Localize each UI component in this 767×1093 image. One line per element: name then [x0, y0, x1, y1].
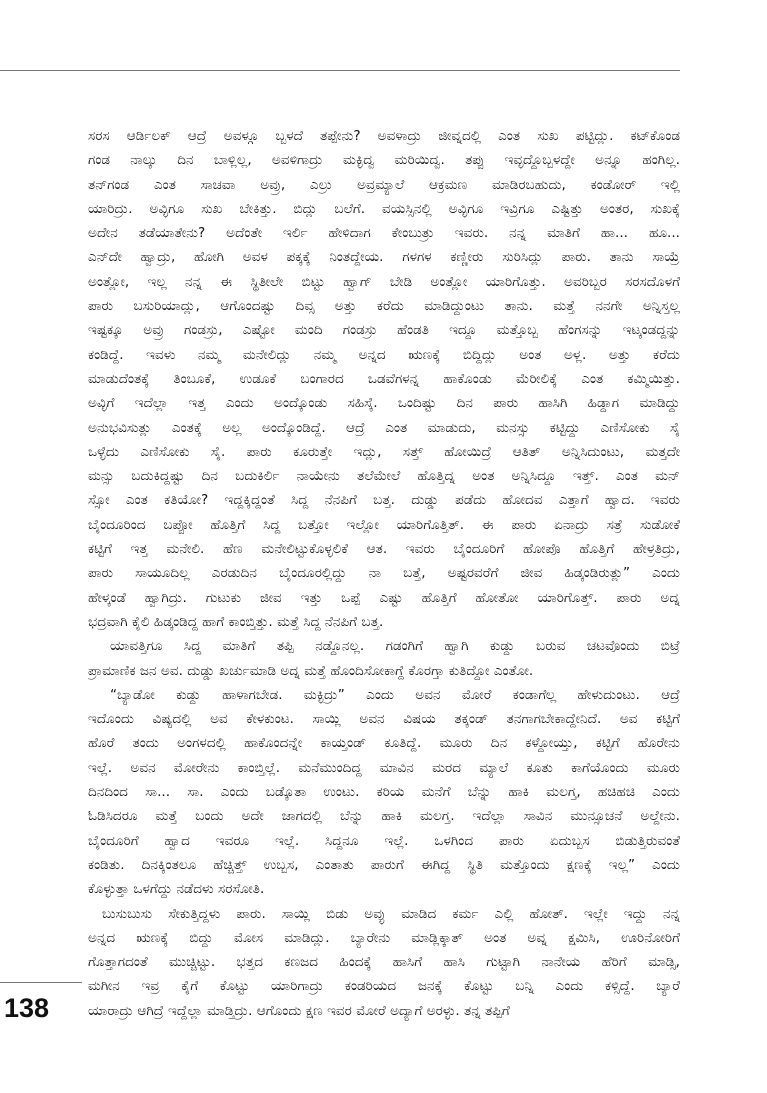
text-line: ತನ್‌ಗಂಡ ಎಂತ ಸಾಚವಾ ಅವ್ರು, ಎಲ್ರು ಅವ್ರಮ್ಯಾಲೆ ಆಕ್ರಮಣ ಮಾಡಿರಬಹುದು, ಕಂಡೋರ್ ಇಲ್ಲಿ	[88, 176, 680, 193]
text-line: ಇಲ್ಲೆ. ಅವನ ಮೋರೇನು ಕಾಂಬ್ತಿಲ್ಲೆ. ಮನೆಮುಂದಿದ್ದ ಮಾವಿನ ಮರದ ಮ್ಯಾಲೆ ಕೂತು ಕಾಗೆಯೊಂದು ಮೂರು	[88, 759, 680, 776]
text-line: ಅಂತ್ಲೋ, ಇಲ್ಲ ನನ್ನ ಈ ಸ್ಥಿತೀಲೇ ಬಿಟ್ಟು ಹ್ವಾಗ್ ಬೇಡಿ ಅಂತ್ಲೋ ಯಾರಿಗೊತ್ತು. ಅವರಿಬ್ಬರ ಸರಸದೊಳಗೆ	[88, 273, 680, 290]
text-line: ಬೈಂದೂರಿಗೆ ಹ್ವಾದ ಇವರೂ ಇಲ್ಲೆ. ಸಿದ್ದನೂ ಇಲ್ಲೆ. ಒಳಗಿಂದ ಪಾರು ಏದುಬ್ಬಸ ಬಿಡುತ್ತಿರುವಂತೆ	[88, 832, 680, 849]
text-line: ಕೊಳ್ಳುತ್ತಾ ಒಳಗೆದ್ದು ನಡೆದಳು ಸರಸೋತಿ.	[88, 881, 265, 898]
text-line: ಯಾರಿದ್ರು. ಅವ್ಳಿಗೂ ಸುಖ ಬೇಕಿತ್ತು. ಬಿದ್ಲು ಬಲೆಗೆ. ವಯಸ್ಸಿನಲ್ಲಿ ಅವ್ಳಿಗೂ ಇವ್ರಿಗೂ ಎಷ್ಟಿತ್ತು ಅಂತರ, ಸುಖಕ್ಕೆ	[88, 200, 680, 217]
text-line: “ಬ್ಯಾಡೋ ಕುಡ್ದು ಹಾಳಾಗಬೇಡ. ಮಕ್ಳಿದ್ರು” ಎಂದು ಅವನ ಮೋರೆ ಕಂಡಾಗೆಲ್ಲ ಹೇಳುದುಂಟು. ಆದ್ರೆ	[110, 686, 680, 703]
page-text	[88, 124, 680, 1023]
paragraph	[88, 124, 680, 634]
text-line: ಮಗೀನ ಇವ್ರ ಕೈಗೆ ಕೊಟ್ಟು ಯಾರಿಗಾದ್ರು ಕಂಡರಿಯದ ಜನಕ್ಕೆ ಕೊಟ್ಟು ಬನ್ನಿ ಎಂದು ಕಳ್ಸಿದ್ದೆ. ಬ್ಯಾರೆ	[88, 978, 680, 995]
text-line: ಹೇಳ್ಕಂಡೆ ಹ್ವಾಗಿದ್ರು. ಗುಟುಕು ಜೀವ ಇತ್ತು ಒಪ್ಪೆ ಎಷ್ಟು ಹೊತ್ತಿಗೆ ಹೋತೋ ಯಾರಿಗೊತ್ತ್. ಪಾರು ಅದ್ನ	[88, 589, 680, 606]
text-line: ಭದ್ರವಾಗಿ ಕೈಲಿ ಹಿಡ್ಕಂಡಿದ್ದ ಹಾಗೆ ಕಾಂಬ್ತಿತ್ತು. ಮತ್ತೆ ಸಿದ್ದ ನೆನಪಿಗೆ ಬತ್ತ.	[88, 613, 384, 630]
text-line: ಗೊತ್ತಾಗದಂತೆ ಮುಚ್ಚಿಟ್ಟು. ಭತ್ತದ ಕಣಜದ ಹಿಂದಕ್ಕೆ ಹಾಸಿಗೆ ಹಾಸಿ ಗುಟ್ಟಾಗಿ ನಾನೇಯ ಹೆರಿಗೆ ಮಾಡ್ಸಿ,	[88, 954, 680, 971]
paragraph	[88, 902, 680, 1023]
text-line: ಸರಸ ಆರ್ಡಿಲಕ್ ಆದ್ರೆ ಅವಳ್ಗೂ ಬ್ಬಳದೆ ತಪ್ಪೇನು? ಅವಳಾದ್ರು ಜೀವ್ನದಲ್ಲಿ ಎಂತ ಸುಖ ಪಟ್ಟಿದ್ಲು. ಕಟ್‌ಕೊಂಡ	[88, 128, 680, 144]
text-line: ದಿನದಿಂದ ಸಾ... ಸಾ. ಎಂದು ಬಡ್ಕೊತಾ ಉಂಟು. ಕರಿಯ ಮನೆಗೆ ಬೆನ್ನು ಹಾಕಿ ಮಲಗ್ತ, ಹಚಿಹಚಿ ಎಂದು	[88, 784, 680, 801]
text-line: ಯಾರಾದ್ರು ಆಗಿದ್ರೆ ಇದ್ದೆಲ್ಲಾ ಮಾಡ್ತಿದ್ರು. ಆಗೊಂದು ಕ್ಷಣ ಇವರ ಮೋರೆ ಅದ್ಯಾಗೆ ಅರಳ್ಳು. ತನ್ನ ತಪ್ಪಿಗೆ	[88, 1002, 510, 1019]
text-line: ಪಾರು ಬಸುರಿಯಾದ್ಲು, ಆಗೊಂದಷ್ಟು ದಿವ್ಸ ಅತ್ತು ಕರೆದು ಮಾಡಿದ್ದುಂಟು ತಾನು. ಮತ್ತೆ ನನಗೇ ಅನ್ನಿಸ್ತಲ್ಲ	[88, 298, 680, 315]
text-line: ಬುಸುಬುಸು ಸೇಕುತ್ತಿದ್ದಳು ಪಾರು. ಸಾಯ್ಲಿ ಬಿಡು ಅವ್ಳು ಮಾಡಿದ ಕರ್ಮ ಎಲ್ಲಿ ಹೋತ್. ಇಲ್ಲೇ ಇದ್ದು ನನ್ನ	[102, 905, 680, 922]
text-line: ಅನ್ನದ ಋಣಕ್ಕೆ ಬಿದ್ದು ಮೋಸ ಮಾಡಿದ್ಲು. ಬ್ಯಾರೇನು ಮಾಡ್ಲಿಕ್ಕಾತ್ ಅಂತ ಅವ್ನ ಕ್ಷಮಿಸಿ, ಊರಿನೋರಿಗೆ	[88, 929, 680, 946]
text-line: ಮಾಡುದೆಂತಕ್ಕೆ ತಿಂಬೂಕೆ, ಉಡೂಕೆ ಬಂಗಾರದ ಒಡವೆಗಳನ್ನ ಹಾಕೊಂಡು ಮೆರೀಲಿಕ್ಕೆ ಎಂತ ಕಮ್ಮಿಯಿತ್ತು.	[88, 370, 680, 387]
text-line: ಕಂಡಿದ್ದೆ. ಇವಳು ನಮ್ಮ ಮನೇಲಿದ್ಲು ನಮ್ಮ ಅನ್ನದ ಋಣಕ್ಕೆ ಬಿದ್ದಿದ್ಲು ಅಂತ ಅಳ್ಲ. ಅತ್ತು ಕರೆದು	[88, 346, 680, 363]
text-line: ಬೈಂದೂರಿಂದ ಬಪ್ಪೋ ಹೊತ್ತಿಗೆ ಸಿದ್ದ ಬತ್ತೋ ಇಲ್ಲೋ ಯಾರಿಗೊತ್ತಿತ್. ಈ ಪಾರು ಏನಾದ್ರು ಸತ್ರೆ ಸುಡೋಕೆ	[88, 516, 680, 533]
text-line: ಎನ್‌ದೇ ಹ್ವಾದ್ರು, ಹೋಗಿ ಅವಳ ಪಕ್ಕಕ್ಕೆ ನಿಂತದ್ದೇಯ. ಗಳಗಳ ಕಣ್ಣೀರು ಸುರಿಸಿದ್ಲು ಪಾರು. ತಾನು ಸಾಯ್ರೆ	[88, 249, 680, 266]
text-line: ಅನುಭವಿಸುತ್ಲು ಎಂತಕ್ಕೆ ಅಲ್ಲ ಅಂದ್ಕೊಂಡಿದ್ದೆ. ಆದ್ರೆ ಎಂತ ಮಾಡುದು, ಮನಸ್ಸು ಕಟ್ಟಿದ್ದು ಎಣಿಸೋಕು ಸೈ	[88, 419, 680, 436]
header-rule	[0, 70, 680, 71]
paragraph	[88, 683, 680, 902]
text-line: ಯಾವತ್ತಿಗೂ ಸಿದ್ದ ಮಾತಿಗೆ ತಪ್ಪಿ ನಡ್ದೊನಲ್ಲ. ಗಡಂಗಿಗೆ ಹ್ವಾಗಿ ಕುಡ್ದು ಬರುವ ಚಟವೊಂದು ಬಿಟ್ರೆ	[110, 638, 680, 655]
text-line: ಮನ್ಸು ಬದುಕಿದ್ದಷ್ಟು ದಿನ ಬದುಕಿರ್ಲಿ ನಾಯೇನು ತಲೆಮೇಲೆ ಹೊತ್ತಿದ್ನ ಅಂತ ಅನ್ನಿಸಿದ್ದೂ ಇತ್ತ್. ಎಂತ ಮನ್	[88, 468, 680, 485]
text-line: ಗಂಡ ನಾಲ್ಕು ದಿನ ಬಾಳ್ಲಿಲ್ಲ, ಅವಳಿಗಾದ್ರು ಮಕ್ಳಿದ್ವ ಮರಿಯಿದ್ವ. ತಪ್ಪು ಇವ್ಳದ್ದೊಬ್ಬಳದ್ದೇ ಅನ್ನೂ ಹಂಗಿಲ್ಲ.	[88, 152, 680, 169]
text-line: ಇದೊಂದು ವಿಷ್ಯದಲ್ಲಿ ಅವ ಕೇಳಕುಂಟ. ಸಾಯ್ಲಿ ಅವನ ವಿಷಯ ತಕ್ಕಂಡ್ ತನಗಾಗಬೇಕಾದ್ದೇನಿದೆ. ಅವ ಕಟ್ಟಿಗೆ	[88, 711, 680, 728]
text-line: ಓಡಿಸಿದರೂ ಮತ್ತೆ ಬಂದು ಅದೇ ಜಾಗದಲ್ಲಿ ಬೆನ್ನು ಹಾಕಿ ಮಲಗ್ತ. ಇದೆಲ್ಲಾ ಸಾವಿನ ಮುನ್ಸೂಚನೆ ಅಲ್ದೇನು.	[88, 808, 680, 825]
text-line: ಪ್ರಾಮಾಣಿಕ ಜನ ಅವ. ದುಡ್ಡು ಖರ್ಚುಮಾಡಿ ಅದ್ನ ಮತ್ತೆ ಹೊಂದಿಸೋಕಾಗ್ದೆ ಕೊರಗ್ತಾ ಕುತಿದ್ದೋ ಎಂತೋ.	[88, 662, 534, 679]
text-line: ಅದೇನ ತಡೆಯಾತೇನು? ಅದೆಂತೇ ಇರ್ಲಿ ಹೇಳಿದಾಗ ಕೇಂಬುತ್ರು ಇವರು. ನನ್ನ ಮಾತಿಗೆ ಹಾ... ಹೂ...	[88, 225, 680, 242]
paragraph	[88, 634, 680, 683]
text-line: ಪಾರು ಸಾಯೂದಿಲ್ಲ ಎರಡುದಿನ ಬೈಂದೂರಲ್ಲಿದ್ದು ನಾ ಬತ್ತೆ, ಅಷ್ಟರವರೆಗೆ ಜೀವ ಹಿಡ್ಕಂಡಿರುತ್ಲು” ಎಂದು	[88, 565, 680, 582]
text-line: ಇಷ್ಟಕ್ಕೂ ಅವ್ರು ಗಂಡಸ್ರು, ಎಷ್ಟೋ ಮಂದಿ ಗಂಡಸ್ರು ಹೆಂಡತಿ ಇದ್ದೂ ಮತ್ತೊಬ್ಬ ಹೆಂಗಸನ್ನು ಇಟ್ಕಂಡದ್ದನ್ನು	[88, 322, 680, 339]
page-number: 138	[4, 993, 50, 1023]
text-line: ಕಟ್ಟಿಗೆ ಇತ್ತ ಮನೇಲಿ. ಹೆಣ ಮನೇಲಿಟ್ಟುಕೊಳ್ಳಲಿಕೆ ಆತ. ಇವರು ಬೈಂದೂರಿಗೆ ಹೋಪೊ ಹೊತ್ತಿಗೆ ಹೇಳ್ರತಿದ್ರು,	[88, 541, 680, 558]
text-line: ಸ್ಸೋ ಎಂತ ಕತಿಯೋ? ಇದ್ದಕ್ಕಿದ್ದಂತೆ ಸಿದ್ದ ನೆನಪಿಗೆ ಬತ್ತ. ದುಡ್ಡು ಪಡೆದು ಹೋದವ ಎತ್ತಾಗೆ ಹ್ವಾದ. ಇವರು	[88, 492, 680, 509]
text-line: ಹೊರೆ ತಂದು ಅಂಗಳದಲ್ಲಿ ಹಾಕೊಂದನ್ನೇ ಕಾಯ್ತಂಡ್ ಕೂತಿದ್ದೆ. ಮೂರು ದಿನ ಕಳ್ದೋಯ್ತು, ಕಟ್ಟಿಗೆ ಹೊರೇನು	[88, 735, 680, 752]
text-line: ಒಳ್ಳೆದು ಎಣಿಸೋಕು ಸೈ. ಪಾರು ಕೂರುತ್ತೇ ಇದ್ಲು, ಸತ್ತ್ ಹೋಯಿದ್ರೆ ಆತಿತ್ ಅನ್ನಿಸಿದುಂಟು, ಮತ್ತದೇ	[88, 443, 680, 460]
text-line: ಅವ್ಳಿಗೆ ಇದೆಲ್ಲಾ ಇತ್ತ ಎಂದು ಅಂದ್ಕೊಂಡು ಸಹಿಸ್ಕೆ. ಒಂದಿಷ್ಟು ದಿನ ಪಾರು ಹಾಸಿಗಿ ಹಿಡ್ದಾಗ ಮಾಡಿದ್ದು	[88, 395, 680, 412]
text-line: ಕಂಡಿತು. ದಿನಕ್ಕಿಂತಲೂ ಹೆಚ್ಚಿತ್ತ್ ಉಬ್ಬಸ, ಎಂತಾತು ಪಾರುಗೆ ಈಗಿದ್ದ ಸ್ಥಿತಿ ಮತ್ತೊಂದು ಕ್ಷಣಕ್ಕೆ ಇಲ್ಲ” ಎಂದು	[88, 856, 680, 873]
page-number-rule	[0, 982, 82, 983]
